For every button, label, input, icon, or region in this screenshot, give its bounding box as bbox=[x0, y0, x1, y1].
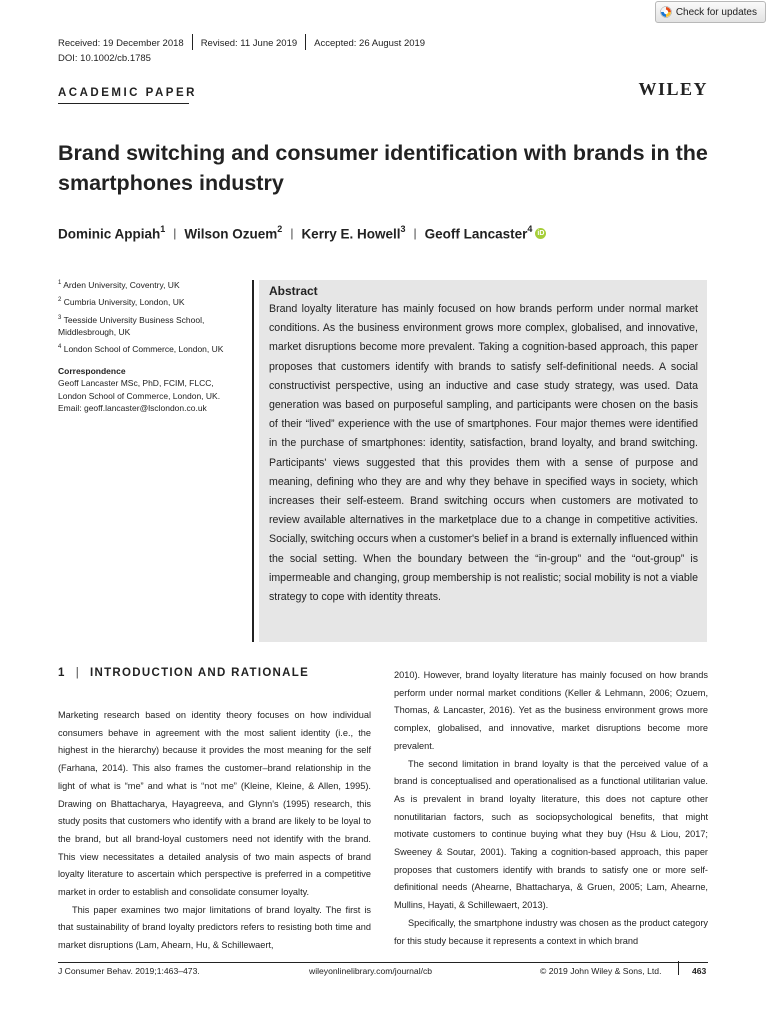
correspondence-line: London School of Commerce, London, UK. bbox=[58, 390, 221, 401]
publisher-logo[interactable]: WILEY bbox=[638, 79, 708, 99]
article-type: ACADEMIC PAPER bbox=[58, 87, 197, 99]
abstract-box bbox=[259, 280, 707, 642]
author-separator: | bbox=[413, 226, 417, 241]
doi[interactable]: DOI: 10.1002/cb.1785 bbox=[58, 53, 151, 64]
author-separator: | bbox=[290, 226, 294, 241]
affiliations bbox=[58, 277, 248, 415]
check-for-updates-button[interactable] bbox=[655, 1, 766, 23]
author-name[interactable]: Wilson Ozuem$^2$ bbox=[184, 224, 283, 242]
journal-citation: J Consumer Behav. 2019;1:463–473. bbox=[58, 966, 200, 976]
correspondence-heading: Correspondence bbox=[58, 365, 126, 376]
body-paragraph: Marketing research based on identity theory focuses on how individual consumers behave in agreement with the most salient identity (i.e., the highest in the hierarchy) because it provides the most meaning for the self (Farhana, 2014). This also frames the customer–brand relationship in the light of what is “me” and what is “not me” (Kleine, Kleine, & Allen, 1995). Drawing on Bhattacharya, Hayagreeva, and Glynn's (1995) research, this study posits that customers who identify with a brand are likely to be loyal to the brand, but all brand-loyal customers need not identify with the brand. This view necessitates a detailed analysis of two main aspects of brand loyalty literature to ascertain which perspective is preferred in a competitive market in order to establish and consolidate consumer loyalty. bbox=[58, 710, 371, 898]
revised-date: Revised: 11 June 2019 bbox=[200, 37, 298, 49]
received-date: Received: 19 December 2018 bbox=[58, 37, 184, 49]
abstract-heading: Abstract bbox=[269, 284, 318, 298]
abstract-rule bbox=[252, 280, 254, 642]
body-paragraph: 2010). However, brand loyalty literature has mainly focused on how brands perform under normal market conditions (Keller & Lehmann, 2006; Ozuem, Thomas, & Lancaster, 2016). Yet as the business environment grows more complex, globalised, and innovative, market disruptions become more prevalent. bbox=[394, 670, 708, 751]
footer-divider bbox=[678, 961, 679, 975]
copyright: © 2019 John Wiley & Sons, Ltd. bbox=[540, 966, 662, 976]
affiliation-item: $^1$ Arden University, Coventry, UK bbox=[58, 279, 180, 290]
correspondence-email[interactable]: Email: geoff.lancaster@lsclondon.co.uk bbox=[58, 403, 207, 414]
abstract-text: Brand loyalty literature has mainly focused on how brands perform under normal market conditions. As the business environment grows more complex, globalised, and innovative, market disruptions become more prevalent. Taking a cognition-based approach, this paper proposes that customers identify with brands to satisfy self-definitional needs. A social constructivist perspective, using an inductive and case study strategy, was used. Data generation was based on purposeful sampling, and participants were chosen on the basis of their “lived” experience with the use of smartphones. Four major themes were identified in the purchase of smartphones: identity, satisfaction, brand loyalty, and brand switching. Participants' views suggested that this provides them with a sense of purpose and meaning, defining who they are and why they behave in specified ways in society, which increases their self-esteem. Brand switching occurs when customers are motivated to review available alternatives in the marketplace due to a change in competitive activities. Socially, switching occurs when a customer's belief in a brand is externally influenced within the social setting. When the boundary between the “in-group” and the “out-group” is impermeable and changing, group membership is not realistic; social mobility is not a viable strategy to cope with identity threats. bbox=[269, 303, 698, 604]
body-column-right bbox=[394, 667, 708, 950]
affiliation-item: $^4$ London School of Commerce, London, UK bbox=[58, 344, 224, 355]
footer-rule bbox=[58, 962, 708, 963]
section-heading bbox=[58, 667, 309, 679]
affiliation-item: $^3$ Teesside University Business School, Middlesbrough, UK bbox=[58, 314, 205, 337]
check-for-updates-label: Check for updates bbox=[675, 6, 757, 18]
body-paragraph: This paper examines two major limitations of brand loyalty. The first is that sustainability of brand loyalty predictors refers to resisting both time and market disruptions (Lam, Ahearn, Hu, & Schillewaert, bbox=[58, 904, 371, 951]
body-column-left bbox=[58, 707, 371, 955]
article-history bbox=[58, 36, 433, 50]
journal-url[interactable]: wileyonlinelibrary.com/journal/cb bbox=[309, 966, 433, 976]
page-number: 463 bbox=[692, 966, 707, 976]
body-paragraph: Specifically, the smartphone industry was chosen as the product category for this study because it represents a context in which brand bbox=[394, 917, 708, 946]
article-title: Brand switching and consumer identification with brands in the smartphones industry bbox=[58, 141, 708, 195]
affiliation-item: $^2$ Cumbria University, London, UK bbox=[58, 297, 185, 308]
author-name[interactable]: Dominic Appiah$^1$ bbox=[58, 224, 166, 242]
body-paragraph: The second limitation in brand loyalty is that the perceived value of a brand is conceptualised and operationalised as a functional utilitarian value. As is prevalent in brand loyalty literature, this does not capture other nonutilitarian factors, such as sociopsychological benefits, that might motivate customers to continue buying what they buy (Hsu & Liou, 2017; Sweeney & Soutar, 2001). Taking a cognition-based approach, this paper proposes that customers identify with brands to satisfy one or more self-definitional needs (Ahearne, Bhattacharya, & Gruen, 2005; Lam, Ahearne, Mullins, Hayati, & Schillewaert, 2013). bbox=[394, 758, 708, 911]
correspondence-line: Geoff Lancaster MSc, PhD, FCIM, FLCC, bbox=[58, 378, 214, 389]
section-separator: | bbox=[75, 667, 80, 679]
author-name[interactable]: Kerry E. Howell$^3$ bbox=[301, 224, 406, 242]
accepted-date: Accepted: 26 August 2019 bbox=[314, 37, 426, 49]
author-list bbox=[58, 225, 546, 242]
article-type-underline bbox=[58, 103, 189, 104]
orcid-icon[interactable]: iD bbox=[537, 229, 545, 237]
crossmark-icon bbox=[660, 6, 672, 18]
author-name[interactable]: Geoff Lancaster$^4$ bbox=[424, 224, 533, 242]
section-title: INTRODUCTION AND RATIONALE bbox=[90, 667, 310, 679]
section-number: 1 bbox=[58, 667, 66, 679]
author-separator: | bbox=[173, 226, 177, 241]
